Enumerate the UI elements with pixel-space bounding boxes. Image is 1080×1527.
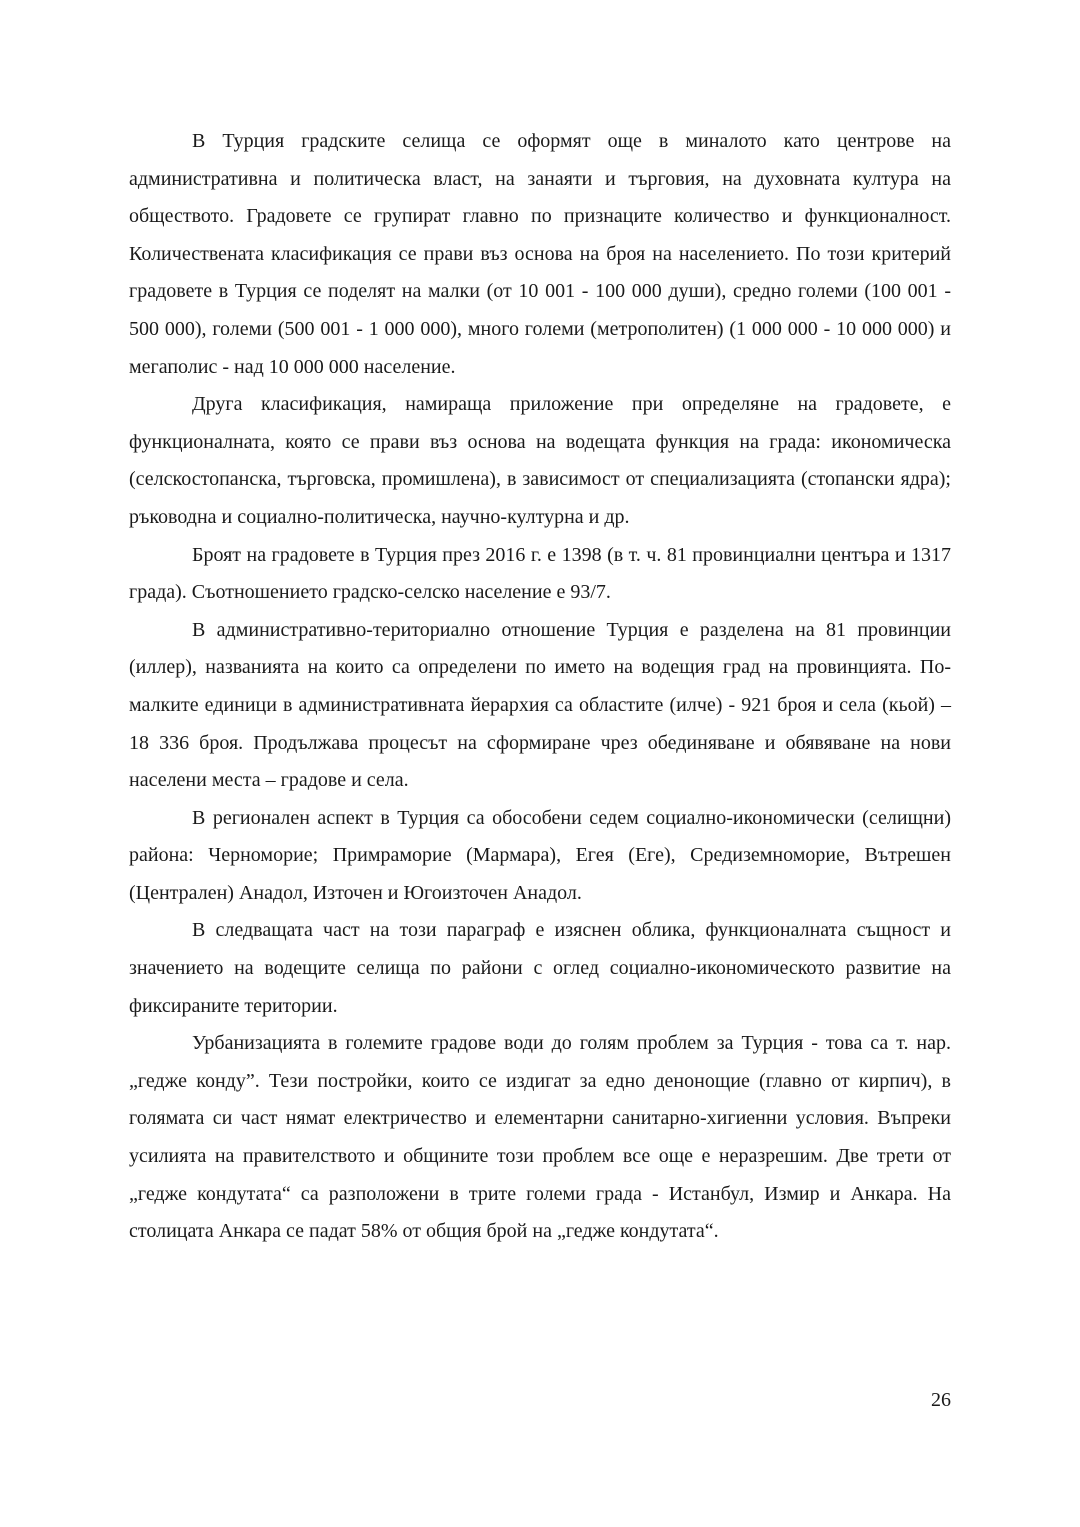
paragraph-3: Броят на градовете в Турция през 2016 г. е 1398 (в т. ч. 81 провинциални центъра и 1317 града). Съотношението градско-селско население е 93/7. (129, 543, 951, 604)
paragraph-6: В следващата част на този параграф е изяснен облика, функционалната същност и значението на водещите селища по райони с оглед социално-икономическото развитие на фиксираните територии. (129, 919, 951, 1017)
paragraph-7: Урбанизацията в големите градове води до голям проблем за Турция - това са т. нар. „гедже конду”. Тези постройки, които се издигат за едно денонощие (главно от кирпич), в голямата си част нямат електричество и елементарни санитарно-хигиенни условия. Въпреки усилията на правителството и общините този проблем все още е неразрешим. Две трети от „гедже кондутата“ са разположени в трите големи града - Истанбул, Измир и Анкара. На столицата Анкара се падат 58% от общия брой на „гедже кондутата“. (129, 1032, 951, 1243)
document-body (129, 123, 951, 1251)
paragraph-5: В регионален аспект в Турция са обособени седем социално-икономически (селищни) района: Черноморие; Примраморие (Мармара), Егея (Еге), Средиземноморие, Вътрешен (Централен) Анадол, Източен и Югоизточен Анадол. (129, 806, 951, 904)
paragraph-2: Друга класификация, намираща приложение при определяне на градовете, е функционалната, която се прави въз основа на водещата функция на града: икономическа (селскостопанска, търговска, промишлена), в зависимост от специализацията (стопански ядра); ръководна и социално-политическа, научно-културна и др. (129, 393, 951, 528)
page-number: 26 (931, 1389, 951, 1411)
paragraph-1: В Турция градските селища се оформят още в миналото като центрове на административна и политическа власт, на занаяти и търговия, на духовната култура на обществото. Градовете се групират главно по признаците количество и функционалност. Количествената класификация се прави въз основа на броя на населението. По този критерий градовете в Турция се поделят на малки (от 10 001 - 100 000 души), средно големи (100 001 - 500 000), големи (500 001 - 1 000 000), много големи (метрополитен) (1 000 000 - 10 000 000) и мегаполис - над 10 000 000 население. (129, 130, 951, 378)
paragraph-4: В административно-териториално отношение Турция е разделена на 81 провинции (иллер), названията на които са определени по името на водещия град на провинцията. По-малките единици в административната йерархия са областите (илче) - 921 броя и села (кьой) – 18 336 броя. Продължава процесът на сформиране чрез обединяване и обявяване на нови населени места – градове и села. (129, 618, 951, 792)
